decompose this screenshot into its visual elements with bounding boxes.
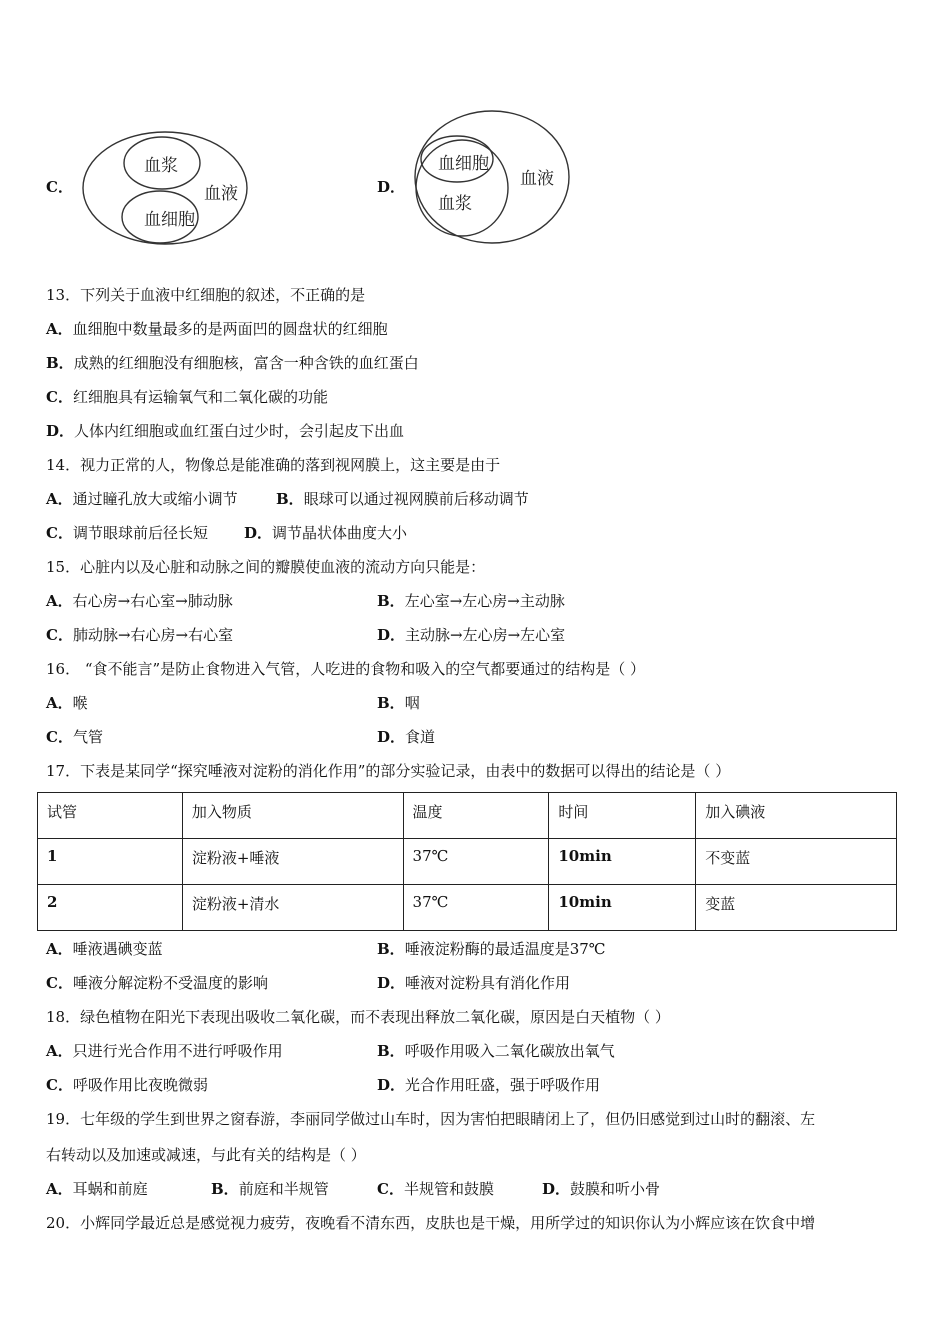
option-text: 唾液对淀粉具有消化作用 (405, 974, 571, 992)
q13-option-b (46, 353, 419, 373)
experiment-table (37, 792, 897, 931)
table-cell: 不变蓝 (696, 839, 897, 885)
q14-option-a (46, 489, 238, 509)
c-blood-text: 血液 (204, 184, 238, 204)
option-label: D． (377, 1076, 406, 1094)
q18-option-a (46, 1041, 283, 1061)
q20-stem-line1: 20．小辉同学最近总是感觉视力疲劳，夜晚看不清东西，皮肤也是干燥，用所学过的知识你认为小辉应该在饮食中增 (46, 1214, 816, 1232)
option-c-label: C． (46, 178, 73, 196)
option-text: 血细胞中数量最多的是两面凹的圆盘状的红细胞 (72, 320, 388, 338)
option-label: D． (377, 728, 406, 746)
option-text: 肺动脉→右心房→右心室 (72, 626, 234, 644)
q17-stem: 17．下表是某同学“探究唾液对淀粉的消化作用”的部分实验记录，由表中的数据可以得出的结论是（ ） (46, 762, 731, 780)
c-plasma-text: 血浆 (144, 156, 178, 176)
q14-option-b (276, 489, 529, 509)
table-row (38, 839, 897, 885)
q14-option-c (46, 523, 208, 543)
option-label: D． (377, 626, 406, 644)
option-text: 喉 (72, 694, 88, 712)
venn-diagram-c (80, 128, 260, 248)
table-header-cell: 加入物质 (182, 793, 403, 839)
q15-option-d (377, 625, 565, 645)
option-d-label: D． (377, 178, 406, 196)
option-label: A． (46, 694, 73, 712)
table-header-row (38, 793, 897, 839)
d-plasma-text: 血浆 (438, 194, 472, 214)
q19-option-d (542, 1179, 660, 1199)
option-label: A． (46, 1180, 73, 1198)
table-cell: 变蓝 (696, 885, 897, 931)
q16-option-c (46, 727, 103, 747)
option-text: 光合作用旺盛，强于呼吸作用 (405, 1076, 601, 1094)
q17-option-c (46, 973, 268, 993)
option-text: 通过瞳孔放大或缩小调节 (72, 490, 238, 508)
table-cell: 淀粉液+唾液 (182, 839, 403, 885)
table-header-cell: 试管 (38, 793, 183, 839)
option-label: C． (46, 728, 73, 746)
q15-option-a (46, 591, 233, 611)
option-label: C． (46, 1076, 73, 1094)
table-header-cell: 温度 (403, 793, 549, 839)
q19-option-c (377, 1179, 494, 1199)
q16-option-d (377, 727, 435, 747)
option-label: C． (46, 974, 73, 992)
option-text: 呼吸作用吸入二氧化碳放出氧气 (404, 1042, 615, 1060)
q18-option-c (46, 1075, 208, 1095)
table-cell: 10min (549, 839, 696, 885)
option-label: C． (46, 524, 73, 542)
q19-option-b (211, 1179, 329, 1199)
table-cell: 37℃ (403, 839, 549, 885)
option-text: 红细胞具有运输氧气和二氧化碳的功能 (72, 388, 328, 406)
option-label: B． (377, 940, 405, 958)
q16-stem: 16． “食不能言”是防止食物进入气管，人吃进的食物和吸入的空气都要通过的结构是（ ） (46, 660, 645, 678)
q19-stem-line2: 右转动以及加速或减速，与此有关的结构是（ ） (46, 1146, 366, 1164)
option-label: D． (244, 524, 273, 542)
option-text: 气管 (72, 728, 103, 746)
option-label: A． (46, 320, 73, 338)
option-label: B． (211, 1180, 239, 1198)
table-cell: 淀粉液+清水 (182, 885, 403, 931)
q13-option-c (46, 387, 328, 407)
c-blood-cell-text: 血细胞 (144, 210, 195, 230)
d-blood-text: 血液 (520, 169, 554, 189)
q14-option-d (244, 523, 407, 543)
table-row (38, 885, 897, 931)
option-text: 右心房→右心室→肺动脉 (72, 592, 233, 610)
q18-option-b (377, 1041, 615, 1061)
option-text: 人体内红细胞或血红蛋白过少时，会引起皮下出血 (74, 422, 405, 440)
option-text: 主动脉→左心房→左心室 (405, 626, 566, 644)
option-label: B． (377, 1042, 405, 1060)
q13-stem: 13．下列关于血液中红细胞的叙述，不正确的是 (46, 286, 366, 304)
table-cell: 37℃ (403, 885, 549, 931)
venn-diagram-d (410, 108, 575, 248)
option-label: D． (542, 1180, 571, 1198)
option-label: B． (377, 592, 405, 610)
q16-option-b (377, 693, 420, 713)
option-label: A． (46, 490, 73, 508)
table-header-cell: 时间 (549, 793, 696, 839)
option-text: 眼球可以通过视网膜前后移动调节 (303, 490, 529, 508)
q17-option-b (377, 939, 606, 959)
option-text: 成熟的红细胞没有细胞核，富含一种含铁的血红蛋白 (73, 354, 419, 372)
option-label: A． (46, 1042, 73, 1060)
q19-option-a (46, 1179, 148, 1199)
option-text: 唾液分解淀粉不受温度的影响 (72, 974, 268, 992)
q13-option-d (46, 421, 404, 441)
option-label: B． (46, 354, 74, 372)
option-text: 鼓膜和听小骨 (570, 1180, 661, 1198)
option-text: 调节眼球前后径长短 (72, 524, 208, 542)
q18-stem: 18．绿色植物在阳光下表现出吸收二氧化碳，而不表现出释放二氧化碳，原因是白天植物（ ） (46, 1008, 670, 1026)
q16-option-a (46, 693, 88, 713)
option-label: B． (276, 490, 304, 508)
option-text: 唾液遇碘变蓝 (72, 940, 163, 958)
option-label: D． (377, 974, 406, 992)
table-cell: 2 (38, 885, 183, 931)
option-text: 咽 (404, 694, 420, 712)
table-cell: 1 (38, 839, 183, 885)
option-label: C． (46, 388, 73, 406)
q14-stem: 14．视力正常的人，物像总是能准确的落到视网膜上，这主要是由于 (46, 456, 501, 474)
q15-option-c (46, 625, 233, 645)
option-text: 只进行光合作用不进行呼吸作用 (72, 1042, 283, 1060)
q18-option-d (377, 1075, 600, 1095)
q17-option-a (46, 939, 163, 959)
option-text: 呼吸作用比夜晚微弱 (72, 1076, 208, 1094)
option-label: A． (46, 940, 73, 958)
option-text: 半规管和鼓膜 (403, 1180, 494, 1198)
option-label: C． (46, 626, 73, 644)
option-label: A． (46, 592, 73, 610)
option-label: D． (46, 422, 75, 440)
option-text: 唾液淀粉酶的最适温度是37℃ (404, 940, 606, 958)
option-label: C． (377, 1180, 404, 1198)
option-text: 调节晶状体曲度大小 (272, 524, 408, 542)
q13-option-a (46, 319, 388, 339)
table-header-cell: 加入碘液 (696, 793, 897, 839)
d-blood-cell-text: 血细胞 (438, 154, 489, 174)
option-text: 耳蜗和前庭 (72, 1180, 148, 1198)
q17-option-d (377, 973, 570, 993)
table-cell: 10min (549, 885, 696, 931)
q15-stem: 15．心脏内以及心脏和动脉之间的瓣膜使血液的流动方向只能是： (46, 558, 486, 576)
q15-option-b (377, 591, 565, 611)
option-text: 前庭和半规管 (238, 1180, 329, 1198)
option-text: 左心室→左心房→主动脉 (404, 592, 565, 610)
option-text: 食道 (405, 728, 436, 746)
option-label: B． (377, 694, 405, 712)
q19-stem-line1: 19．七年级的学生到世界之窗春游，李丽同学做过山车时，因为害怕把眼睛闭上了，但仍旧感觉到过山时的翻滚、左 (46, 1110, 816, 1128)
